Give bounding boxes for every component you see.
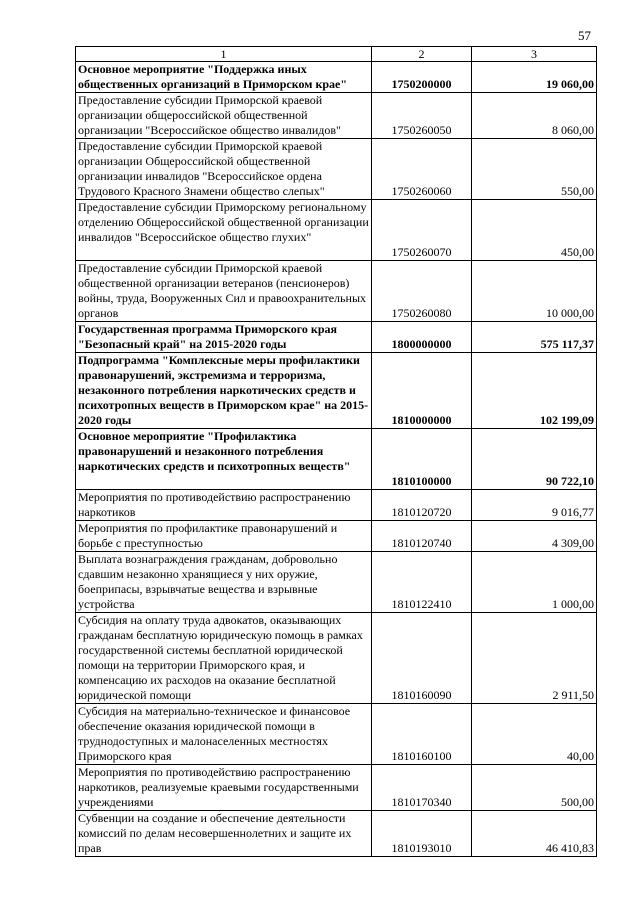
row-sum-cell: 4 309,00	[472, 521, 597, 552]
row-sum-cell: 550,00	[472, 139, 597, 200]
row-code-cell: 1810120720	[372, 490, 472, 521]
row-name-cell: Выплата вознаграждения гражданам, добровольно сдавшим незаконно хранящиеся у них оружие, боеприпасы, взрывчатые вещества и взрывные устройства	[76, 552, 372, 613]
table-row	[76, 139, 597, 200]
table-row	[76, 353, 597, 429]
table-row	[76, 62, 597, 93]
row-name-cell: Субвенции на создание и обеспечение деятельности комиссий по делам несовершеннолетних и защите их прав	[76, 811, 372, 857]
row-name-cell: Предоставление субсидии Приморской краевой организации Общероссийской общественной организации инвалидов "Всероссийское ордена Трудового Красного Знамени общество слепых"	[76, 139, 372, 200]
column-header-name: 1	[76, 47, 372, 62]
row-code-cell: 1810122410	[372, 552, 472, 613]
row-code-cell: 1810160090	[372, 613, 472, 704]
table-row	[76, 93, 597, 139]
row-name-cell: Субсидия на материально-техническое и финансовое обеспечение оказания юридической помощи в труднодоступных и малонаселенных местностях Приморского края	[76, 704, 372, 765]
row-sum-cell: 8 060,00	[472, 93, 597, 139]
row-name-cell: Мероприятия по профилактике правонарушений и борьбе с преступностью	[76, 521, 372, 552]
table-body	[76, 62, 597, 857]
row-name-cell: Государственная программа Приморского края "Безопасный край" на 2015-2020 годы	[76, 322, 372, 353]
row-sum-cell: 500,00	[472, 765, 597, 811]
table-row	[76, 811, 597, 857]
row-sum-cell: 90 722,10	[472, 429, 597, 490]
row-code-cell: 1750260050	[372, 93, 472, 139]
row-sum-cell: 102 199,09	[472, 353, 597, 429]
row-name-cell: Подпрограмма "Комплексные меры профилактики правонарушений, экстремизма и терроризма, незаконного потребления наркотических средств и психотропных веществ в Приморском крае" на 2015-2020 годы	[76, 353, 372, 429]
row-sum-cell: 40,00	[472, 704, 597, 765]
row-code-cell: 1810100000	[372, 429, 472, 490]
table-row	[76, 490, 597, 521]
row-code-cell: 1810160100	[372, 704, 472, 765]
table-row	[76, 261, 597, 322]
table-header-row	[76, 47, 597, 62]
row-code-cell: 1810120740	[372, 521, 472, 552]
row-name-cell: Мероприятия по противодействию распространению наркотиков	[76, 490, 372, 521]
table-row	[76, 200, 597, 261]
column-header-sum: 3	[472, 47, 597, 62]
row-sum-cell: 2 911,50	[472, 613, 597, 704]
table-row	[76, 765, 597, 811]
row-code-cell: 1810000000	[372, 353, 472, 429]
row-sum-cell: 450,00	[472, 200, 597, 261]
budget-table	[75, 46, 597, 857]
page-number: 57	[578, 28, 591, 43]
table-row	[76, 322, 597, 353]
row-sum-cell: 575 117,37	[472, 322, 597, 353]
row-name-cell: Субсидия на оплату труда адвокатов, оказывающих гражданам бесплатную юридическую помощь в рамках государственной системы бесплатной юридической помощи на территории Приморского края, и компенсацию их расходов на оказание бесплатной юридической помощи	[76, 613, 372, 704]
row-name-cell: Мероприятия по противодействию распространению наркотиков, реализуемые краевыми государственными учреждениями	[76, 765, 372, 811]
row-name-cell: Предоставление субсидии Приморской краевой организации общероссийской общественной организации "Всероссийское общество инвалидов"	[76, 93, 372, 139]
row-code-cell: 1750260060	[372, 139, 472, 200]
row-code-cell: 1810170340	[372, 765, 472, 811]
row-name-cell: Основное мероприятие "Профилактика правонарушений и незаконного потребления наркотических средств и психотропных веществ"	[76, 429, 372, 490]
row-name-cell: Основное мероприятие "Поддержка иных общественных организаций в Приморском крае"	[76, 62, 372, 93]
row-sum-cell: 46 410,83	[472, 811, 597, 857]
row-code-cell: 1750260080	[372, 261, 472, 322]
table-row	[76, 704, 597, 765]
row-sum-cell: 10 000,00	[472, 261, 597, 322]
row-name-cell: Предоставление субсидии Приморской краевой общественной организации ветеранов (пенсионеров) войны, труда, Вооруженных Сил и правоохранительных органов	[76, 261, 372, 322]
row-code-cell: 1750200000	[372, 62, 472, 93]
table-row	[76, 613, 597, 704]
row-code-cell: 1750260070	[372, 200, 472, 261]
table-row	[76, 521, 597, 552]
row-name-cell: Предоставление субсидии Приморскому региональному отделению Общероссийской общественной организации инвалидов "Всероссийское общество глухих"	[76, 200, 372, 261]
column-header-code: 2	[372, 47, 472, 62]
row-sum-cell: 1 000,00	[472, 552, 597, 613]
row-sum-cell: 9 016,77	[472, 490, 597, 521]
table-row	[76, 429, 597, 490]
row-sum-cell: 19 060,00	[472, 62, 597, 93]
table-row	[76, 552, 597, 613]
row-code-cell: 1810193010	[372, 811, 472, 857]
row-code-cell: 1800000000	[372, 322, 472, 353]
